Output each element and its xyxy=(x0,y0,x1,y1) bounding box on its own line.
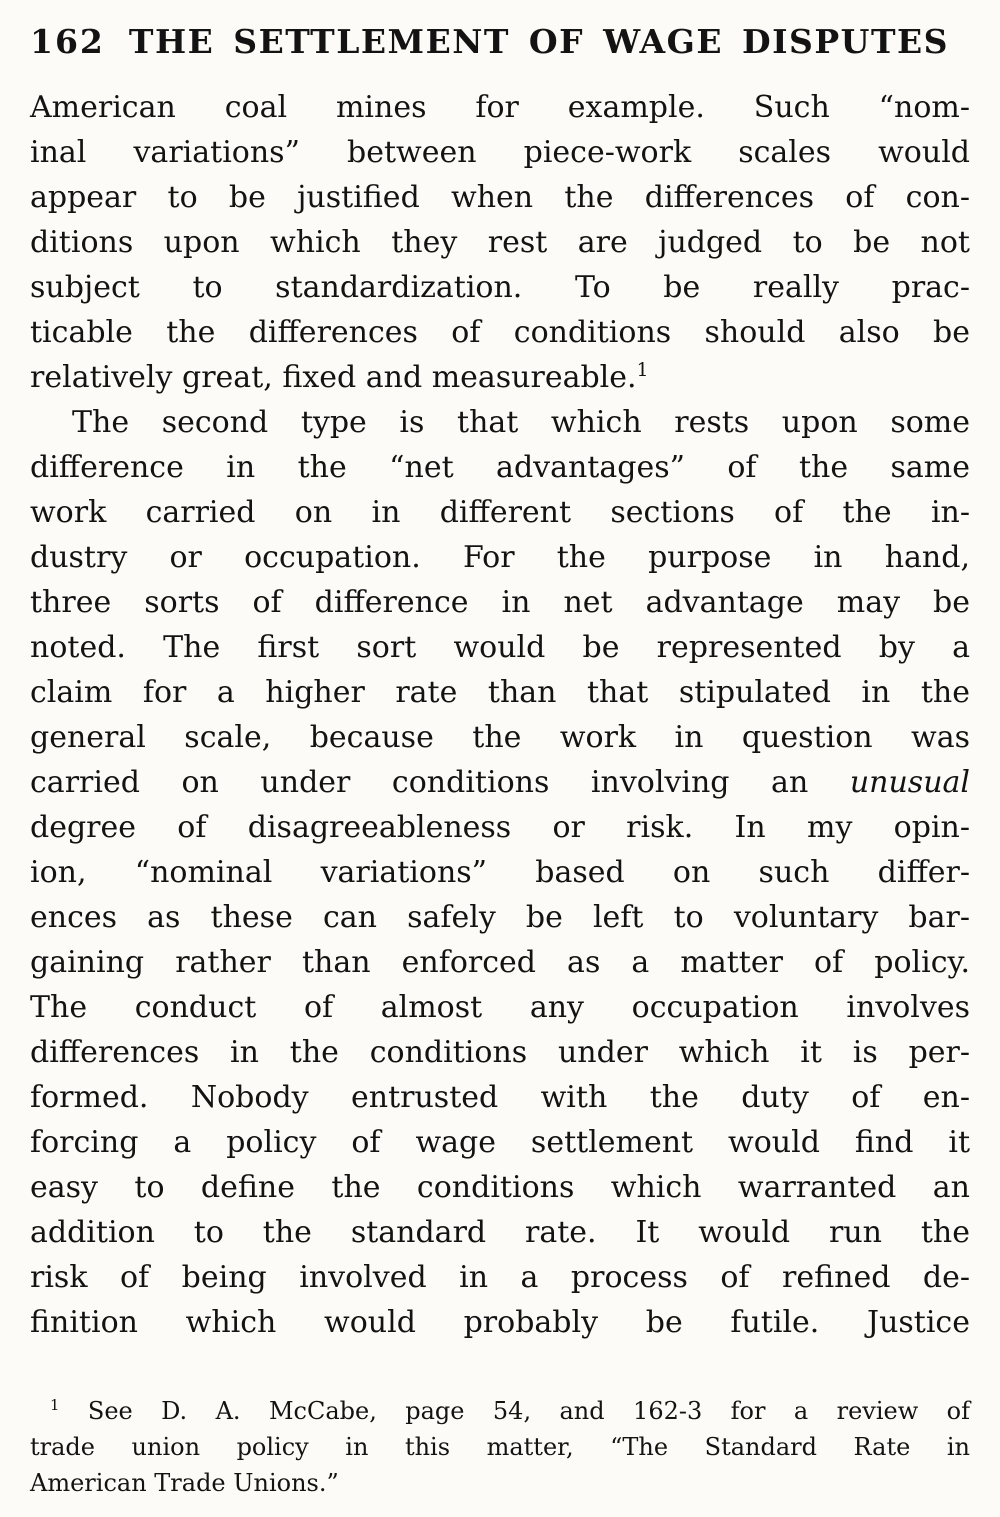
text-segment: general scale, because the work in question was xyxy=(30,720,970,755)
body-line xyxy=(30,805,970,850)
text-segment: The second type is that which rests upon some xyxy=(72,405,970,440)
body-line xyxy=(30,850,970,895)
paragraph xyxy=(30,400,970,1345)
text-segment: dustry or occupation. For the purpose in hand, xyxy=(30,540,970,575)
footnote-line xyxy=(30,1393,970,1429)
text-segment: forcing a policy of wage settlement would find it xyxy=(30,1125,970,1160)
body-line xyxy=(30,985,970,1030)
text-segment: gaining rather than enforced as a matter of policy. xyxy=(30,945,970,980)
text-segment: ditions upon which they rest are judged to be not xyxy=(30,225,970,260)
body-line xyxy=(30,1120,970,1165)
body-line xyxy=(30,130,970,175)
footnote xyxy=(30,1393,970,1501)
body-line xyxy=(30,1255,970,1300)
text-segment: carried on under conditions involving an xyxy=(30,765,850,800)
text-segment: See D. A. McCabe, page 54, and 162-3 for a review of xyxy=(59,1397,970,1425)
paragraph xyxy=(30,85,970,400)
body-line xyxy=(30,715,970,760)
body-line xyxy=(30,310,970,355)
body-line xyxy=(30,490,970,535)
text-segment: risk of being involved in a process of refined de- xyxy=(30,1260,970,1295)
text-segment: degree of disagreeableness or risk. In my opin- xyxy=(30,810,970,845)
body-line xyxy=(30,580,970,625)
text-segment: difference in the “net advantages” of the same xyxy=(30,450,970,485)
text-segment: inal variations” between piece-work scales would xyxy=(30,135,970,170)
text-segment: subject to standardization. To be really prac- xyxy=(30,270,970,305)
body-line xyxy=(30,265,970,310)
body-line xyxy=(30,760,970,805)
text-segment: work carried on in different sections of the in- xyxy=(30,495,970,530)
text-segment: American Trade Unions.” xyxy=(30,1469,339,1497)
footnote-reference: 1 xyxy=(636,360,649,381)
body-line xyxy=(30,940,970,985)
header-title: THE SETTLEMENT OF WAGE DISPUTES xyxy=(128,22,949,61)
text-segment: easy to define the conditions which warranted an xyxy=(30,1170,970,1205)
body-line xyxy=(30,1300,970,1345)
text-segment: ion, “nominal variations” based on such differ- xyxy=(30,855,970,890)
body-line xyxy=(30,1165,970,1210)
text-segment: ticable the differences of conditions should also be xyxy=(30,315,970,350)
text-segment: claim for a higher rate than that stipulated in the xyxy=(30,675,970,710)
text-segment: addition to the standard rate. It would run the xyxy=(30,1215,970,1250)
footnote-reference: 1 xyxy=(50,1396,60,1414)
footnote-line xyxy=(30,1465,970,1501)
text-segment: appear to be justified when the differences of con- xyxy=(30,180,970,215)
body-line xyxy=(30,175,970,220)
text-segment: trade union policy in this matter, “The Standard Rate in xyxy=(30,1433,970,1461)
body-line xyxy=(30,400,970,445)
text-segment: ences as these can safely be left to voluntary bar- xyxy=(30,900,970,935)
footnote-line xyxy=(30,1429,970,1465)
body-line xyxy=(30,625,970,670)
emphasized-text: unusual xyxy=(849,765,970,800)
text-segment: noted. The first sort would be represented by a xyxy=(30,630,970,665)
body-line xyxy=(30,535,970,580)
text-segment: American coal mines for example. Such “nom- xyxy=(30,90,970,125)
text-segment: The conduct of almost any occupation involves xyxy=(30,990,970,1025)
text-segment: formed. Nobody entrusted with the duty of en- xyxy=(30,1080,970,1115)
text-segment: three sorts of difference in net advantage may be xyxy=(30,585,970,620)
text-segment: relatively great, fixed and measureable. xyxy=(30,360,637,395)
body-line xyxy=(30,85,970,130)
body-line xyxy=(30,355,970,400)
text-segment: finition which would probably be futile. Justice xyxy=(30,1305,970,1340)
body-line xyxy=(30,445,970,490)
text-segment: differences in the conditions under which it is per- xyxy=(30,1035,970,1070)
body-line xyxy=(30,1075,970,1120)
page-number: 162 xyxy=(30,22,105,61)
page-text xyxy=(30,85,970,1345)
body-line xyxy=(30,895,970,940)
running-header xyxy=(30,22,970,61)
body-line xyxy=(30,1030,970,1075)
body-line xyxy=(30,1210,970,1255)
body-line xyxy=(30,220,970,265)
body-line xyxy=(30,670,970,715)
